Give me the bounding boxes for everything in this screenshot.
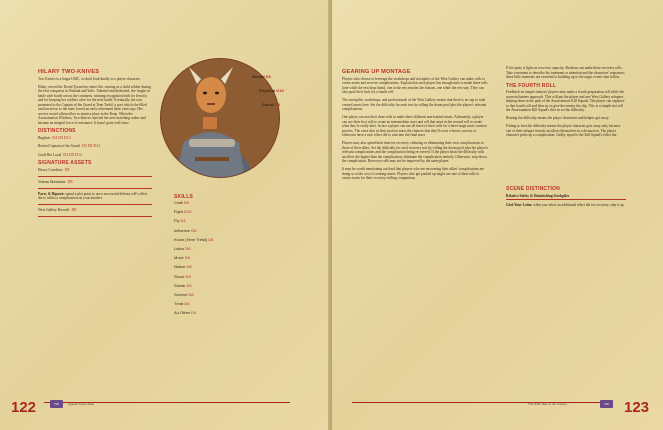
die-icon: D6 — [265, 74, 271, 79]
die-icon: D8 — [64, 166, 70, 172]
paragraph: Feedback on simple trainees' players may make a fourth preparation roll while the assassin hunters approach. This will put the player and any West Gallery refugees helping them in the path of the Assassinators Kill Squads. The player can organize to that fourth roll and then try to give the enemy the slip. This is a simple test roll the Assassination Kill Squad's dice in set the difficulty. — [506, 90, 625, 112]
divider — [38, 176, 152, 177]
attribute-physical: Physical D10 — [259, 88, 284, 93]
skill-item: Survive D8 — [174, 292, 194, 298]
asset-row: Veteran Skirmisher D8 — [38, 178, 73, 184]
skill-item: Treat D6 — [174, 301, 190, 307]
divider — [506, 199, 626, 200]
skill-item: Labor D6 — [174, 246, 191, 252]
bio-paragraph: Hilary served the Dread Tyrant her entire life, starting as a child soldier during the first conquests in Outland and Yalts. Talented and dedicated, she fought in battle after battle across the continent, winning recognition both for ferocity and for keeping her soldiers alive for the next battle. Eventually she was promoted to the Captain of the Guard at Tene Trekil, a post which she filled until an arrow to the knee forced an early retirement three years ago. Her service record allowed her to retain a place in the Keep. When the Assassination Witchers, Two-Knives rejected her new marching orders and became an integral force of resistance. It hasn't gone well since. — [38, 84, 151, 125]
skill-item: Know (Tene Trekil) D8 — [174, 236, 214, 242]
attribute-social: Social D8 — [262, 102, 281, 107]
paragraph: It may be worth mentioning out loud that players who are recovering their allies' complications are doing so at the cost of creating assets. Players who get pushed up might use one of their rolls to create assets for their recovery-rolling companions. — [342, 167, 485, 180]
skill-item: Fly D4 — [174, 218, 186, 224]
skill-item: Au Other D4 — [174, 310, 197, 316]
dice-icon: D4 D8 D12 — [81, 143, 101, 148]
fourth-roll-heading: THE FOURTH ROLL — [506, 82, 557, 89]
page-number: 122 — [11, 399, 37, 416]
asset-row: Heavy Crossbow D8 — [38, 166, 70, 172]
footer-text: Against Tene's Rise — [68, 402, 95, 406]
die-icon: D10 — [276, 88, 284, 93]
signature-assets-heading: SIGNATURE ASSETS — [38, 160, 92, 166]
paragraph: Players may also spend their time for recovery, reducing or eliminating their own complications or those of their allies. Set the difficulty for each recovery test by rolling the doom pool plus the player's relevant complications and the complication being recovered. If the player beats the difficulty with an effect die higher than the complication, eliminate the complication entirely. Otherwise, step down the complication. Recovery rolls may not be improved by the same player. — [342, 141, 488, 163]
asset-row: West Gallery Records D8 — [38, 206, 77, 212]
skills-heading: SKILLS — [174, 194, 193, 200]
character-name: HILARY TWO-KNIVES — [38, 69, 100, 75]
skill-item: Move D6 — [174, 255, 191, 261]
gearing-heading: GEARING UP MONTAGE — [342, 69, 411, 75]
divider — [38, 204, 152, 205]
skill-item: Influence D6 — [174, 227, 197, 233]
skill-item: Craft D6 — [174, 200, 189, 205]
logo-icon: TW — [600, 400, 613, 408]
divider — [38, 216, 152, 217]
left-page — [0, 0, 330, 430]
paragraph: One player can use their three rolls to make three different non-trained assets. Alternately, a player can use their first roll to create an intermediate asset and roll that asset in the second roll to create what they're really after. In fact a player can use all three of their rolls for a three-stage asset creation process. The extra dice in their pool increase the chances that they'll score a heroic success or otherwise have a nice effect die to turn into the final asset. — [342, 115, 487, 137]
sfx-text: Parry & Riposte: spend a plot point to use a successful defense roll's effect die to inflict a complication on your attacker. — [38, 191, 148, 201]
attribute-mental: Mental D6 — [252, 74, 271, 79]
paragraph: The stockpiles, workshops, and professionals of the West Gallery ensure that there is no cap to total created assets here. Set the difficulty for each test by rolling the doom pool plus the player's relevant complications. — [342, 98, 487, 111]
sfx-text: Gird Your Loins: when you select an additional effect die for recovery, step it up. — [506, 202, 625, 207]
skill-item: Fight D10 — [174, 209, 192, 215]
page-number: 123 — [624, 399, 650, 416]
die-icon: D8 — [67, 178, 73, 184]
skill-item: Sneak D6 — [174, 282, 192, 288]
die-icon: D8 — [274, 102, 281, 107]
scene-distinction-heading: SCENE DISTINCTION — [506, 186, 560, 192]
distinction-row: Gruff But Loyal D4 D8 D12 — [38, 151, 82, 157]
dice-icon: D4 D8 D12 — [52, 134, 71, 140]
paragraph: Beating the difficulty means the player characters and helpers get away. — [506, 116, 610, 120]
right-column-1 — [342, 66, 488, 184]
footer-text: The Ninth Rise of the Ancient — [528, 402, 567, 406]
paragraph: Failing to beat the difficulty means the player character gets away only because one of their refugee friends sacrifices themselves in a distraction. The player character picks up a complication, Guilty, equal to the Kill Squad's effect die. — [506, 124, 621, 137]
divider — [38, 188, 152, 189]
skill-item: Shoot D8 — [174, 273, 191, 279]
paragraph: Players who choose to leverage the workshops and stockpiles of the West Gallery can make rolls to create assets and recover complications. Explain that each player has enough time to make these rolls (one while the rest drop hints), one at the rest reaches the bottom, one while the rest stay. They can also push their luck for a fourth roll. — [342, 76, 488, 94]
logo-icon: TW — [50, 400, 63, 408]
scene-distinction-name: Relative Safety & Diminishing Stockpiles — [506, 193, 570, 198]
die-icon: D8 — [71, 206, 77, 212]
skills-list — [174, 198, 213, 318]
distinction-row: Retired Captain of the Guard D4 D8 D12 — [38, 143, 101, 148]
dice-icon: D4 D8 D12 — [63, 151, 82, 157]
left-column — [38, 66, 152, 220]
paragraph: If the party is light on recovery capacity, Absalom can make these recovery rolls. Take a moment to describe his treatment or attention and the characters' responses; these little moments are essential to building up to the tragic events that follow. — [506, 66, 625, 79]
distinctions-heading: DISTINCTIONS — [38, 128, 76, 134]
right-page — [332, 0, 663, 430]
skill-item: Notice D8 — [174, 264, 192, 270]
right-column-2 — [506, 66, 626, 211]
bio-paragraph: Two Knives is a bugra GMC, so don't look kindly to a player character. — [38, 76, 141, 81]
distinction-row: Bugbear D4 D8 D12 — [38, 134, 71, 140]
